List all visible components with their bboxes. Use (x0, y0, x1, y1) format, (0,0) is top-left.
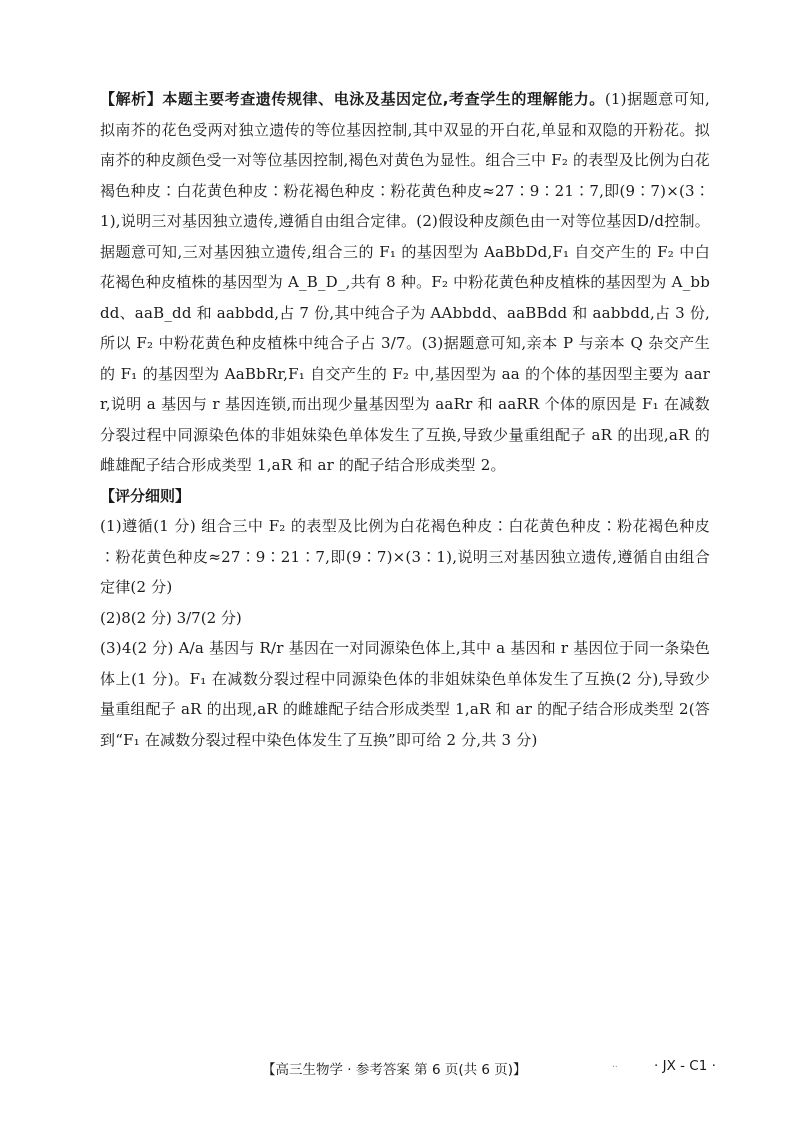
footer-dots: .. (612, 1060, 618, 1070)
analysis-label: 【解析】 (100, 90, 163, 108)
analysis-lead: 本题主要考查遗传规律、电泳及基因定位,考查学生的理解能力。 (162, 90, 605, 108)
analysis-paragraph (100, 84, 710, 481)
footer-page-info: 【高三生物学 · 参考答案 第 6 页(共 6 页)】 (262, 1062, 527, 1078)
footer-code: · JX - C1 · (654, 1058, 716, 1074)
page-content (100, 84, 710, 755)
scoring-item-1: (1)遵循(1 分) 组合三中 F₂ 的表型及比例为白花褐色种皮∶白花黄色种皮∶粉花褐色种皮∶粉花黄色种皮≈27∶9∶21∶7,即(9∶7)×(3∶1),说明三对基因独立遗传,遵循自由组合定律(2 分) (100, 517, 710, 596)
analysis-body: (1)据题意可知,拟南芥的花色受两对独立遗传的等位基因控制,其中双显的开白花,单显和双隐的开粉花。拟南芥的种皮颜色受一对等位基因控制,褐色对黄色为显性。组合三中 F₂ 的表型及比例为白花褐色种皮∶白花黄色种皮∶粉花褐色种皮∶粉花黄色种皮≈27∶9∶21∶7,即(9∶7)×(3∶1),说明三对基因独立遗传,遵循自由组合定律。(2)假设种皮颜色由一对等位基因D/d控制。据题意可知,三对基因独立遗传,组合三的 F₁ 的基因型为 AaBbDd,F₁ 自交产生的 F₂ 中白花褐色种皮植株的基因型为 A_B_D_,共有 8 种。F₂ 中粉花黄色种皮植株的基因型为 A_bbdd、aaB_dd 和 aabbdd,占 7 份,其中纯合子为 AAbbdd、aaBBdd 和 aabbdd,占 3 份,所以 F₂ 中粉花黄色种皮植株中纯合子占 3/7。(3)据题意可知,亲本 P 与亲本 Q 杂交产生的 F₁ 的基因型为 AaBbRr,F₁ 自交产生的 F₂ 中,基因型为 aa 的个体的基因型主要为 aarr,说明 a 基因与 r 基因连锁,而出现少量基因型为 aaRr 和 aaRR 个体的原因是 F₁ 在减数分裂过程中同源染色体的非姐妹染色单体发生了互换,导致少量重组配子 aR 的出现,aR 的雌雄配子结合形成类型 1,aR 和 ar 的配子结合形成类型 2。 (100, 90, 710, 474)
page-footer (0, 1058, 800, 1082)
scoring-heading: 【评分细则】 (100, 486, 191, 505)
scoring-item-2: (2)8(2 分) 3/7(2 分) (100, 608, 242, 627)
scoring-item-3: (3)4(2 分) A/a 基因与 R/r 基因在一对同源染色体上,其中 a 基因和 r 基因位于同一条染色体上(1 分)。F₁ 在减数分裂过程中同源染色体的非姐妹染色单体发生了互换(2 分),导致少量重组配子 aR 的出现,aR 的雌雄配子结合形成类型 1,aR 和 ar 的配子结合形成类型 2(答到“F₁ 在减数分裂过程中染色体发生了互换”即可给 2 分,共 3 分) (100, 639, 710, 749)
